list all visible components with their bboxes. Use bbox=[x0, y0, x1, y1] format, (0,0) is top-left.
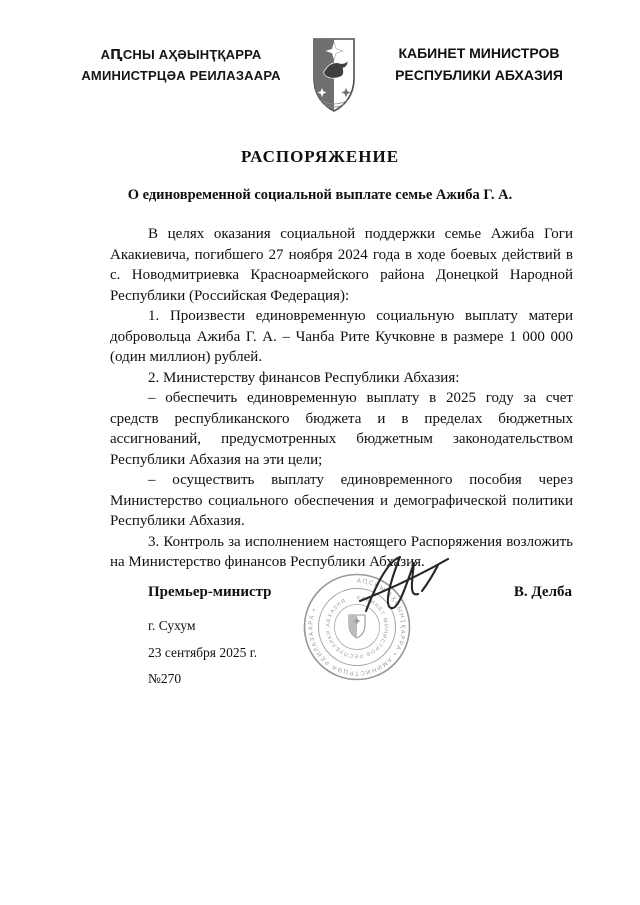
header-russian-line2: РЕСПУБЛИКИ АБХАЗИЯ bbox=[395, 67, 563, 83]
document-number: №270 bbox=[148, 671, 182, 686]
paragraph-item-2: 2. Министерству финансов Республики Абхазия: bbox=[148, 369, 460, 386]
stamp-outer-text: АԤСНЫ АҲӘЫНҬҚАРРА • АМИНИСТРЦӘА РЕИЛАЗААРА • bbox=[308, 578, 406, 676]
signature-autograph bbox=[352, 551, 454, 617]
paragraph-item-2a: – обеспечить единовременную выплату в 2025 году за счет средств республиканского бюджета и в пределах бюджетных ассигнований, предусмотренных бюджетным законодательством Республики Абхазия на эти цели; bbox=[110, 390, 573, 468]
document-body bbox=[110, 224, 573, 573]
header-abkhaz-line2: АМИНИСТРЦӘА РЕИЛАЗААРА bbox=[81, 68, 281, 83]
document-meta bbox=[148, 618, 257, 698]
paragraph-item-3: 3. Контроль за исполнением настоящего Распоряжения возложить на Министерство финансов Республики Абхазия. bbox=[110, 533, 573, 570]
document-subject: О единовременной социальной выплате семье Ажиба Г. А. bbox=[127, 187, 513, 203]
signatory-position: Премьер-министр bbox=[148, 584, 272, 600]
paragraph-item-2b: – осуществить выплату единовременного пособия через Министерство социального обеспечения и демографической политики Республики Абхазия. bbox=[110, 472, 573, 529]
stamp-inner-text: КАБИНЕТ МИНИСТРОВ РЕСПУБЛИКИ АБХАЗИЯ bbox=[325, 595, 389, 659]
paragraph-preamble: В целях оказания социальной поддержки семье Ажиба Гоги Акакиевича, погибшего 27 ноября 2024 года в ходе боевых действий в с. Новодмитриевка Красноармейского района Донецкой Народной Республики (Российская Федерация): bbox=[110, 226, 573, 304]
coat-of-arms-icon bbox=[311, 36, 357, 114]
header-russian-line1: КАБИНЕТ МИНИСТРОВ bbox=[398, 45, 560, 61]
header-russian-title bbox=[372, 42, 586, 86]
header-abkhaz-title bbox=[56, 44, 306, 86]
signature-date: 23 сентября 2025 г. bbox=[148, 644, 258, 660]
paragraph-item-1: 1. Произвести единовременную социальную выплату матери добровольца Ажиба Г. А. – Чанба Рите Кучковне в размере 1 000 000 (один миллион) рублей. bbox=[110, 308, 573, 365]
signatory-name: В. Делба bbox=[513, 584, 572, 600]
document-title: РАСПОРЯЖЕНИЕ bbox=[240, 147, 400, 166]
header-abkhaz-line1: АԤСНЫ АҲӘЫНҬҚАРРА bbox=[100, 47, 262, 62]
signature-place: г. Сухум bbox=[148, 618, 196, 633]
stamp-center-emblem-icon bbox=[349, 615, 365, 638]
